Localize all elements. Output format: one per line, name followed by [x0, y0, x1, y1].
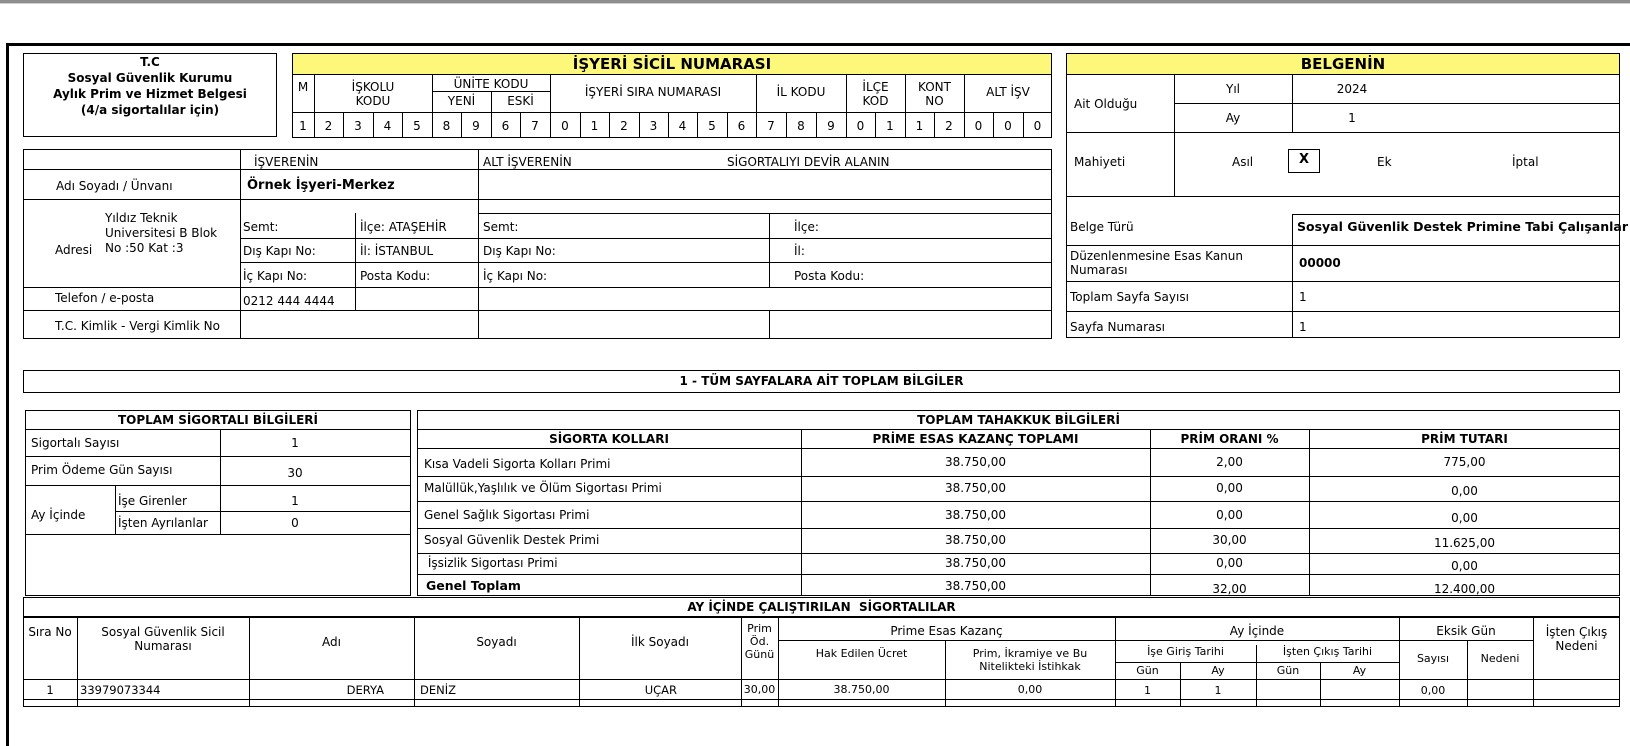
tahakkuk-row-kazanc: 38.750,00 — [944, 481, 1007, 495]
th-hak-edilen: Hak Edilen Ücret — [815, 647, 908, 660]
tahakkuk-row-name: Sosyal Güvenlik Destek Primi — [424, 533, 600, 547]
alt-semt: Semt: — [483, 220, 519, 234]
yil-label: Yıl — [1226, 82, 1240, 96]
isveren-posta: Posta Kodu: — [360, 269, 431, 283]
alt-posta: Posta Kodu: — [794, 269, 865, 283]
ise-girenler-value: 1 — [291, 494, 299, 508]
row-giris-gun: 1 — [1144, 684, 1151, 697]
sicil-h-yeni: YENİ — [447, 94, 476, 108]
tahakkuk-row-name: Kısa Vadeli Sigorta Kolları Primi — [424, 457, 611, 471]
sicil-digit: 8 — [442, 119, 451, 133]
th-giris-ay: Ay — [1211, 664, 1225, 677]
row-hak-edilen: 38.750,00 — [833, 683, 890, 696]
th-cikis-nedeni: İşten Çıkış Nedeni — [1545, 625, 1608, 653]
ise-girenler-label: İşe Girenler — [118, 494, 187, 508]
yil-value: 2024 — [1336, 82, 1368, 96]
th-cikis-gun: Gün — [1276, 664, 1300, 677]
gun-sayisi-label: Prim Ödeme Gün Sayısı — [31, 463, 173, 477]
sicil-title: İŞYERİ SİCİL NUMARASI — [572, 55, 772, 73]
sayfa-no-value: 1 — [1299, 320, 1307, 334]
row-adi: DERYA — [346, 683, 384, 697]
sicil-digit: 2 — [620, 119, 628, 133]
adres-value: Yıldız Teknik Universitesi B Blok No :50 Kat :3 — [105, 211, 218, 255]
adres-label: Adresi — [55, 243, 93, 257]
window-top-border-shadow — [0, 3, 1630, 4]
mahiyeti-label: Mahiyeti — [1074, 155, 1126, 169]
row-giris-ay: 1 — [1214, 684, 1222, 697]
th-eksik-gun: Eksik Gün — [1436, 624, 1496, 638]
row-gun: 30,00 — [743, 683, 776, 696]
sicil-digit: 4 — [678, 119, 687, 133]
sicil-digit: 9 — [827, 119, 835, 133]
tahakkuk-row-oran: 0,00 — [1216, 481, 1243, 495]
sicil-h-kont: KONT NO — [918, 80, 951, 108]
org-line-2: Sosyal Güvenlik Kurumu — [67, 71, 233, 85]
sicil-digit: 3 — [649, 119, 658, 133]
sigortali-sayisi-label: Sigortalı Sayısı — [31, 436, 120, 450]
sicil-digit: 3 — [354, 119, 362, 133]
alt-ic-kapi: İç Kapı No: — [483, 269, 548, 283]
tahakkuk-row-tutar: 0,00 — [1451, 511, 1478, 525]
th-soyadi: Soyadı — [476, 635, 517, 649]
kanun-label: Düzenlenmesine Esas Kanun Numarası — [1070, 249, 1243, 277]
sicil-h-altisv: ALT İŞV — [986, 85, 1030, 99]
belge-turu-value: Sosyal Güvenlik Destek Primine Tabi Çalışanlar — [1297, 219, 1628, 234]
tahakkuk-row-kazanc: 38.750,00 — [944, 455, 1007, 469]
sicil-digit: 5 — [413, 119, 421, 133]
toplam-sayfa-label: Toplam Sayfa Sayısı — [1070, 290, 1189, 304]
tahakkuk-row-oran: 30,00 — [1212, 533, 1247, 547]
th-cikis-ay: Ay — [1352, 664, 1367, 677]
sicil-digit: 0 — [561, 119, 569, 133]
tahakkuk-row-oran: 0,00 — [1216, 508, 1243, 522]
tahakkuk-total-kazanc: 38.750,00 — [944, 579, 1007, 593]
calisan-title: AY İÇİNDE ÇALIŞTIRILAN SİGORTALILAR — [687, 600, 956, 614]
sicil-h-m: M — [297, 80, 309, 94]
sicil-digit: 1 — [886, 119, 894, 133]
row-ilk-soyadi: UÇAR — [644, 683, 677, 697]
sicil-digit: 8 — [797, 119, 805, 133]
isveren-dis-kapi: Dış Kapı No: — [243, 244, 316, 258]
telefon-value: 0212 444 4444 — [243, 294, 335, 308]
col-isveren: İŞVERENİN — [254, 155, 319, 169]
sicil-digit: 0 — [856, 119, 865, 133]
kanun-value: 00000 — [1299, 256, 1341, 270]
ay-label: Ay — [1225, 111, 1241, 125]
toplam-sayfa-value: 1 — [1299, 290, 1307, 304]
sicil-h-iskolu: İŞKOLU KODU — [351, 80, 395, 108]
belge-turu-label: Belge Türü — [1070, 220, 1134, 234]
sayfa-no-label: Sayfa Numarası — [1070, 320, 1165, 334]
belge-title: BELGENİN — [1300, 55, 1386, 73]
th-eksik-nedeni: Nedeni — [1480, 652, 1520, 665]
sicil-h-il: İL KODU — [776, 85, 826, 99]
sicil-digit: 6 — [501, 119, 510, 133]
th-prim-orani: PRİM ORANI % — [1180, 432, 1279, 446]
mahiyet-ek: Ek — [1377, 155, 1392, 169]
th-sigorta-kollari: SİGORTA KOLLARI — [549, 432, 669, 446]
isveren-ic-kapi: İç Kapı No: — [243, 269, 308, 283]
telefon-label: Telefon / e-posta — [55, 291, 155, 305]
th-prime-esas-kazanc: Prime Esas Kazanç — [890, 624, 1003, 638]
ay-icinde-label: Ay İçinde — [31, 508, 86, 522]
tahakkuk-total-name: Genel Toplam — [426, 578, 521, 593]
sicil-digit: 1 — [299, 119, 307, 133]
adi-value: Örnek İşyeri-Merkez — [247, 178, 395, 193]
sicil-digit: 5 — [708, 119, 716, 133]
sicil-digit: 7 — [531, 119, 539, 133]
isten-ayrilanlar-label: İşten Ayrılanlar — [118, 516, 208, 530]
tahakkuk-row-name: Malüllük,Yaşlılık ve Ölüm Sigortası Primi — [424, 481, 662, 495]
mahiyet-asil-checkbox[interactable]: X — [1288, 149, 1320, 173]
sicil-h-eski: ESKİ — [507, 94, 534, 108]
sicil-h-unite: ÜNİTE KODU — [453, 77, 529, 91]
tahakkuk-title: TOPLAM TAHAKKUK BİLGİLERİ — [917, 413, 1120, 427]
tahakkuk-total-tutar: 12.400,00 — [1433, 582, 1496, 596]
tahakkuk-row-tutar: 0,00 — [1451, 559, 1478, 573]
th-sicil-no: Sosyal Güvenlik Sicil Numarası — [101, 625, 225, 653]
sicil-digit: 0 — [974, 119, 983, 133]
col-alt-isveren: ALT İŞVERENİN — [483, 155, 572, 169]
th-ikramiye: Prim, İkramiye ve Bu Nitelikteki İstihkak — [972, 647, 1088, 673]
sicil-h-sira: İŞYERİ SIRA NUMARASI — [584, 85, 722, 99]
isten-ayrilanlar-value: 0 — [291, 516, 299, 530]
ay-value: 1 — [1348, 111, 1356, 125]
row-sira: 1 — [46, 683, 54, 697]
mahiyet-asil: Asıl — [1232, 155, 1254, 169]
isveren-semt: Semt: — [243, 220, 279, 234]
tahakkuk-row-tutar: 775,00 — [1443, 455, 1486, 469]
alt-dis-kapi: Dış Kapı No: — [483, 244, 556, 258]
row-soyadi: DENİZ — [420, 683, 456, 697]
th-giris-gun: Gün — [1136, 664, 1159, 677]
th-ilk-soyadi: İlk Soyadı — [630, 635, 689, 649]
tahakkuk-row-name: Genel Sağlık Sigortası Primi — [424, 508, 590, 522]
th-prime-esas: PRİME ESAS KAZANÇ TOPLAMI — [872, 432, 1079, 446]
alt-il: İl: — [794, 244, 805, 258]
tahakkuk-total-oran: 32,00 — [1212, 582, 1247, 596]
sicil-digit: 0 — [1033, 119, 1042, 133]
mahiyet-iptal: İptal — [1512, 155, 1539, 169]
tahakkuk-row-oran: 0,00 — [1216, 556, 1243, 570]
isveren-ilce: İlçe: ATAŞEHİR — [360, 220, 447, 234]
tahakkuk-row-kazanc: 38.750,00 — [944, 508, 1007, 522]
tc-label: T.C. Kimlik - Vergi Kimlik No — [55, 319, 220, 333]
alt-ilce: İlçe: — [794, 220, 819, 234]
tahakkuk-row-tutar: 0,00 — [1451, 484, 1478, 498]
org-line-4: (4/a sigortalılar için) — [80, 103, 220, 117]
sicil-digit: 1 — [590, 119, 599, 133]
tahakkuk-row-oran: 2,00 — [1216, 455, 1243, 469]
org-line-1: T.C — [140, 55, 160, 69]
row-eksik-sayisi: 0,00 — [1420, 684, 1446, 697]
section1-title: 1 - TÜM SAYFALARA AİT TOPLAM BİLGİLER — [679, 374, 964, 388]
sicil-digit: 1 — [915, 119, 924, 133]
th-ay-icinde: Ay İçinde — [1229, 624, 1285, 638]
tahakkuk-row-kazanc: 38.750,00 — [944, 533, 1007, 547]
tahakkuk-row-kazanc: 38.750,00 — [944, 556, 1007, 570]
th-ise-giris: İşe Giriş Tarihi — [1147, 645, 1224, 658]
tahakkuk-row-tutar: 11.625,00 — [1433, 536, 1496, 550]
isveren-il: İl: İSTANBUL — [360, 244, 434, 258]
gun-sayisi-value: 30 — [287, 466, 303, 480]
row-sicil: 33979073344 — [80, 683, 161, 697]
sicil-h-ilce: İLÇE KOD — [862, 80, 889, 108]
org-line-3: Aylık Prim ve Hizmet Belgesi — [53, 87, 247, 101]
th-adi: Adı — [322, 635, 341, 649]
col-devir-alan: SİGORTALIYI DEVİR ALANIN — [727, 155, 890, 169]
sicil-digit: 2 — [945, 119, 953, 133]
sicil-digit: 0 — [1004, 119, 1012, 133]
sicil-digit: 2 — [324, 119, 333, 133]
sicil-digit: 7 — [767, 119, 775, 133]
th-sira-no: Sıra No — [28, 625, 72, 639]
th-prim-tutari: PRİM TUTARI — [1421, 432, 1508, 446]
th-isten-cikis: İşten Çıkış Tarihi — [1282, 645, 1373, 658]
sigortali-sayisi-value: 1 — [291, 436, 299, 450]
th-eksik-sayisi: Sayısı — [1416, 652, 1450, 665]
th-prim-od-gunu: Prim Öd. Günü — [744, 622, 775, 661]
sicil-digit: 6 — [737, 119, 746, 133]
tahakkuk-row-name: İşsizlik Sigortası Primi — [424, 556, 558, 570]
sicil-digit: 9 — [472, 119, 480, 133]
sigortali-title: TOPLAM SİGORTALI BİLGİLERİ — [117, 413, 319, 427]
adi-label: Adı Soyadı / Ünvanı — [56, 179, 173, 193]
row-ikramiye: 0,00 — [1017, 683, 1043, 696]
sicil-digit: 4 — [383, 119, 392, 133]
ait-oldugu-label: Ait Olduğu — [1074, 97, 1138, 111]
